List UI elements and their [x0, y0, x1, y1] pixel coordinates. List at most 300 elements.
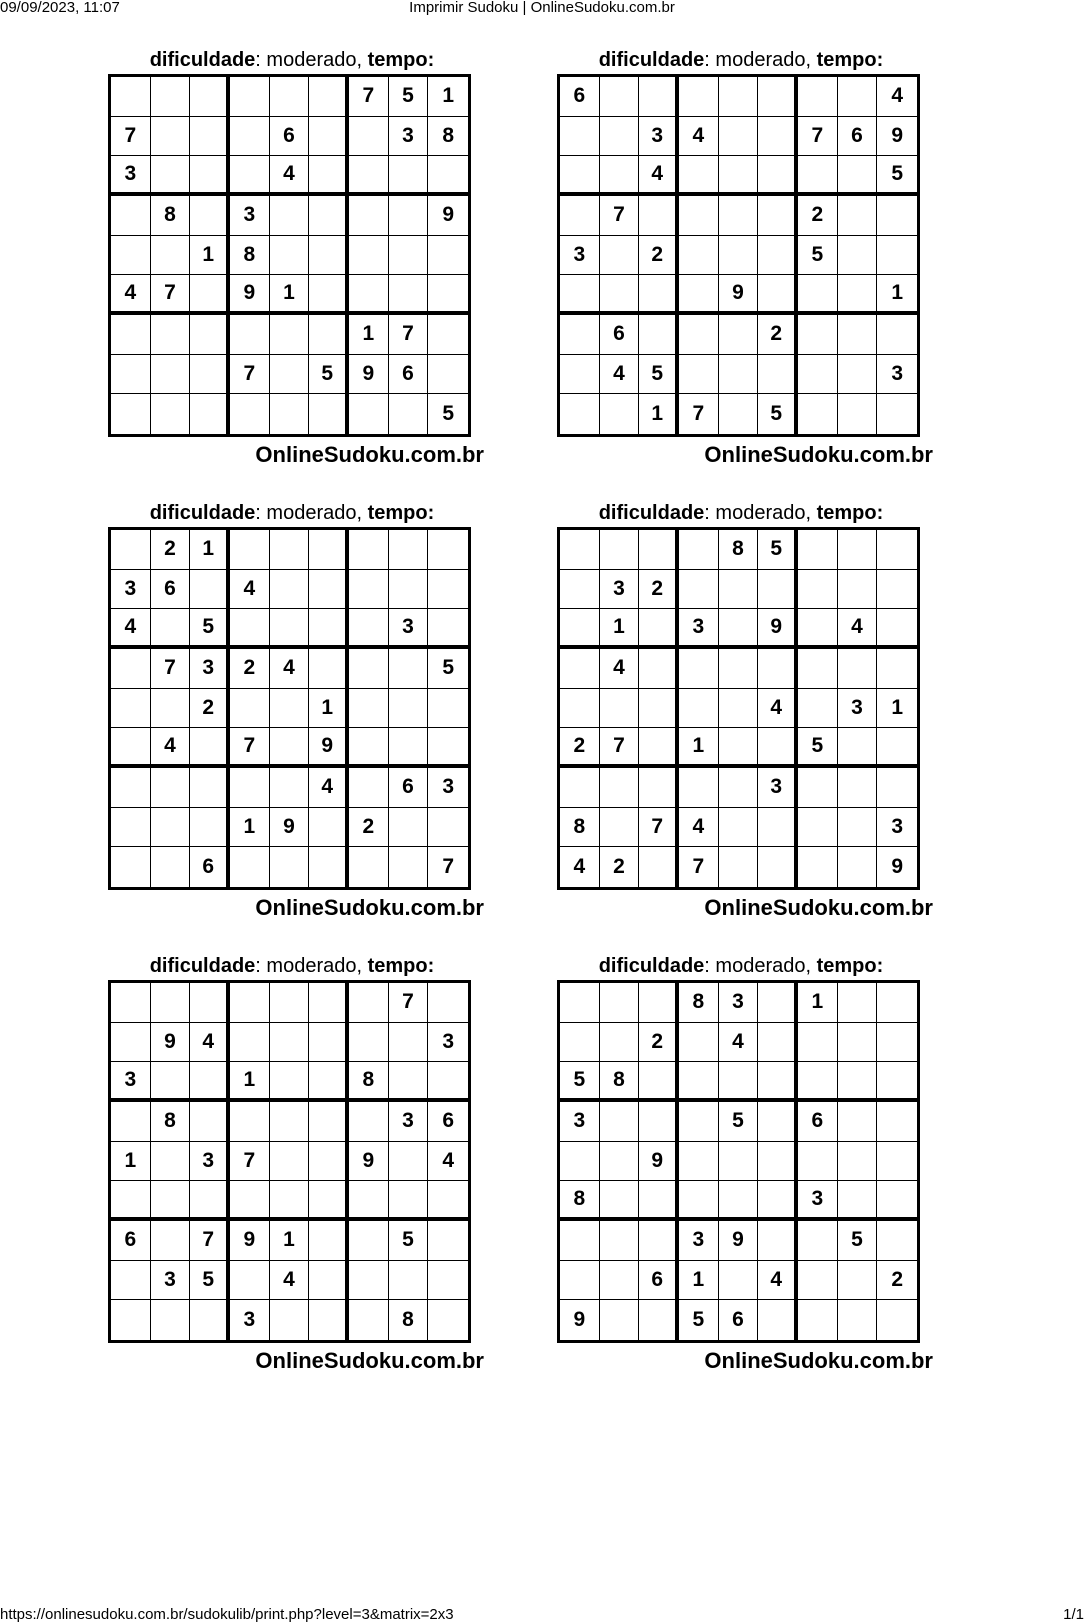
- sudoku-cell[interactable]: 3: [560, 236, 600, 276]
- sudoku-cell[interactable]: [798, 1142, 838, 1182]
- sudoku-cell[interactable]: 9: [230, 1221, 270, 1261]
- sudoku-cell[interactable]: [679, 355, 719, 395]
- sudoku-cell[interactable]: [389, 570, 429, 610]
- sudoku-cell[interactable]: [798, 570, 838, 610]
- sudoku-cell[interactable]: [230, 530, 270, 570]
- sudoku-cell[interactable]: [309, 530, 349, 570]
- sudoku-cell[interactable]: 4: [111, 275, 151, 315]
- sudoku-cell[interactable]: 5: [798, 236, 838, 276]
- sudoku-cell[interactable]: [838, 1181, 878, 1221]
- sudoku-cell[interactable]: [270, 196, 310, 236]
- sudoku-cell[interactable]: [151, 768, 191, 808]
- sudoku-cell[interactable]: [758, 117, 798, 157]
- sudoku-cell[interactable]: [838, 808, 878, 848]
- sudoku-cell[interactable]: [679, 275, 719, 315]
- sudoku-cell[interactable]: [639, 847, 679, 887]
- sudoku-cell[interactable]: 1: [600, 609, 640, 649]
- sudoku-cell[interactable]: [309, 1102, 349, 1142]
- sudoku-cell[interactable]: [719, 1062, 759, 1102]
- sudoku-cell[interactable]: [639, 983, 679, 1023]
- sudoku-cell[interactable]: [151, 117, 191, 157]
- sudoku-cell[interactable]: [111, 847, 151, 887]
- sudoku-cell[interactable]: 2: [349, 808, 389, 848]
- sudoku-cell[interactable]: [349, 1102, 389, 1142]
- sudoku-cell[interactable]: 5: [428, 649, 468, 689]
- sudoku-cell[interactable]: [309, 315, 349, 355]
- sudoku-cell[interactable]: [798, 1023, 838, 1063]
- sudoku-cell[interactable]: [389, 1142, 429, 1182]
- sudoku-cell[interactable]: [190, 196, 230, 236]
- sudoku-cell[interactable]: [428, 355, 468, 395]
- sudoku-cell[interactable]: [111, 236, 151, 276]
- sudoku-cell[interactable]: [877, 1300, 917, 1340]
- sudoku-cell[interactable]: [838, 1102, 878, 1142]
- sudoku-cell[interactable]: [600, 275, 640, 315]
- sudoku-cell[interactable]: [838, 1261, 878, 1301]
- sudoku-cell[interactable]: [151, 77, 191, 117]
- sudoku-cell[interactable]: [838, 315, 878, 355]
- sudoku-cell[interactable]: 6: [560, 77, 600, 117]
- sudoku-cell[interactable]: 3: [230, 1300, 270, 1340]
- sudoku-cell[interactable]: [270, 394, 310, 434]
- sudoku-cell[interactable]: 5: [679, 1300, 719, 1340]
- sudoku-cell[interactable]: [600, 1300, 640, 1340]
- sudoku-cell[interactable]: 7: [230, 728, 270, 768]
- sudoku-cell[interactable]: [389, 1181, 429, 1221]
- sudoku-cell[interactable]: 1: [877, 275, 917, 315]
- sudoku-cell[interactable]: [428, 156, 468, 196]
- sudoku-cell[interactable]: [349, 609, 389, 649]
- sudoku-cell[interactable]: [389, 689, 429, 729]
- sudoku-cell[interactable]: [758, 1221, 798, 1261]
- sudoku-cell[interactable]: 7: [679, 847, 719, 887]
- sudoku-cell[interactable]: 1: [190, 236, 230, 276]
- sudoku-cell[interactable]: [719, 689, 759, 729]
- sudoku-cell[interactable]: 3: [719, 983, 759, 1023]
- sudoku-cell[interactable]: [758, 77, 798, 117]
- sudoku-cell[interactable]: [270, 1023, 310, 1063]
- sudoku-cell[interactable]: [877, 570, 917, 610]
- sudoku-cell[interactable]: [349, 1221, 389, 1261]
- sudoku-cell[interactable]: [389, 847, 429, 887]
- sudoku-cell[interactable]: 4: [270, 1261, 310, 1301]
- sudoku-cell[interactable]: [600, 394, 640, 434]
- sudoku-cell[interactable]: [719, 808, 759, 848]
- sudoku-cell[interactable]: 5: [190, 609, 230, 649]
- sudoku-cell[interactable]: 7: [230, 1142, 270, 1182]
- sudoku-cell[interactable]: [349, 1261, 389, 1301]
- sudoku-cell[interactable]: [230, 689, 270, 729]
- sudoku-cell[interactable]: [428, 570, 468, 610]
- sudoku-cell[interactable]: [877, 236, 917, 276]
- sudoku-cell[interactable]: [349, 983, 389, 1023]
- sudoku-cell[interactable]: 5: [838, 1221, 878, 1261]
- sudoku-cell[interactable]: 3: [230, 196, 270, 236]
- sudoku-cell[interactable]: [428, 728, 468, 768]
- sudoku-cell[interactable]: [389, 1062, 429, 1102]
- sudoku-cell[interactable]: [600, 236, 640, 276]
- sudoku-cell[interactable]: [309, 1142, 349, 1182]
- sudoku-cell[interactable]: [798, 768, 838, 808]
- sudoku-cell[interactable]: [190, 1181, 230, 1221]
- sudoku-cell[interactable]: [798, 1300, 838, 1340]
- sudoku-cell[interactable]: [309, 1221, 349, 1261]
- sudoku-cell[interactable]: 4: [877, 77, 917, 117]
- sudoku-cell[interactable]: [151, 609, 191, 649]
- sudoku-cell[interactable]: 7: [151, 649, 191, 689]
- sudoku-cell[interactable]: [111, 315, 151, 355]
- sudoku-cell[interactable]: [719, 236, 759, 276]
- sudoku-cell[interactable]: 9: [349, 355, 389, 395]
- sudoku-cell[interactable]: 9: [349, 1142, 389, 1182]
- sudoku-cell[interactable]: 8: [719, 530, 759, 570]
- sudoku-cell[interactable]: [679, 236, 719, 276]
- sudoku-cell[interactable]: 9: [428, 196, 468, 236]
- sudoku-cell[interactable]: [877, 315, 917, 355]
- sudoku-cell[interactable]: [719, 649, 759, 689]
- sudoku-cell[interactable]: 4: [190, 1023, 230, 1063]
- sudoku-cell[interactable]: [151, 983, 191, 1023]
- sudoku-cell[interactable]: 3: [758, 768, 798, 808]
- sudoku-cell[interactable]: 1: [309, 689, 349, 729]
- sudoku-cell[interactable]: 5: [719, 1102, 759, 1142]
- sudoku-cell[interactable]: 9: [309, 728, 349, 768]
- sudoku-cell[interactable]: [600, 983, 640, 1023]
- sudoku-cell[interactable]: 6: [838, 117, 878, 157]
- sudoku-cell[interactable]: [560, 196, 600, 236]
- sudoku-cell[interactable]: [270, 847, 310, 887]
- sudoku-cell[interactable]: 6: [389, 355, 429, 395]
- sudoku-cell[interactable]: 8: [151, 1102, 191, 1142]
- sudoku-cell[interactable]: [270, 570, 310, 610]
- sudoku-cell[interactable]: 2: [190, 689, 230, 729]
- sudoku-cell[interactable]: [600, 689, 640, 729]
- sudoku-cell[interactable]: [877, 649, 917, 689]
- sudoku-cell[interactable]: [560, 1142, 600, 1182]
- sudoku-cell[interactable]: 5: [877, 156, 917, 196]
- sudoku-cell[interactable]: 5: [442, 402, 454, 426]
- sudoku-cell[interactable]: 7: [389, 983, 429, 1023]
- sudoku-cell[interactable]: 7: [679, 394, 719, 434]
- sudoku-cell[interactable]: 5: [389, 77, 429, 117]
- sudoku-cell[interactable]: [838, 394, 878, 434]
- sudoku-cell[interactable]: 6: [151, 570, 191, 610]
- sudoku-cell[interactable]: 6: [428, 1102, 468, 1142]
- sudoku-cell[interactable]: [679, 689, 719, 729]
- sudoku-cell[interactable]: [349, 394, 389, 434]
- sudoku-cell[interactable]: [309, 275, 349, 315]
- sudoku-cell[interactable]: 3: [111, 1062, 151, 1102]
- sudoku-cell[interactable]: [758, 983, 798, 1023]
- sudoku-cell[interactable]: [230, 983, 270, 1023]
- sudoku-cell[interactable]: 5: [758, 530, 798, 570]
- sudoku-cell[interactable]: [151, 315, 191, 355]
- sudoku-cell[interactable]: [111, 355, 151, 395]
- sudoku-cell[interactable]: 3: [111, 570, 151, 610]
- sudoku-cell[interactable]: [270, 315, 310, 355]
- sudoku-cell[interactable]: [679, 570, 719, 610]
- sudoku-cell[interactable]: [111, 983, 151, 1023]
- sudoku-cell[interactable]: [309, 196, 349, 236]
- sudoku-cell[interactable]: 2: [798, 196, 838, 236]
- sudoku-cell[interactable]: [758, 1102, 798, 1142]
- sudoku-cell[interactable]: [190, 275, 230, 315]
- sudoku-cell[interactable]: 8: [560, 1181, 600, 1221]
- sudoku-cell[interactable]: [838, 275, 878, 315]
- sudoku-cell[interactable]: [758, 728, 798, 768]
- sudoku-cell[interactable]: [798, 808, 838, 848]
- sudoku-cell[interactable]: [560, 156, 600, 196]
- sudoku-cell[interactable]: [679, 649, 719, 689]
- sudoku-cell[interactable]: [560, 983, 600, 1023]
- sudoku-cell[interactable]: [679, 77, 719, 117]
- sudoku-cell[interactable]: [639, 1221, 679, 1261]
- sudoku-cell[interactable]: 5: [309, 355, 349, 395]
- sudoku-cell[interactable]: 4: [428, 1142, 468, 1182]
- sudoku-cell[interactable]: [349, 1300, 389, 1340]
- sudoku-cell[interactable]: [719, 394, 759, 434]
- sudoku-cell[interactable]: 4: [679, 117, 719, 157]
- sudoku-cell[interactable]: 7: [349, 77, 389, 117]
- sudoku-cell[interactable]: [560, 117, 600, 157]
- sudoku-cell[interactable]: [560, 355, 600, 395]
- sudoku-cell[interactable]: [151, 689, 191, 729]
- sudoku-cell[interactable]: 8: [349, 1062, 389, 1102]
- sudoku-cell[interactable]: [798, 1261, 838, 1301]
- sudoku-cell[interactable]: [230, 1181, 270, 1221]
- sudoku-cell[interactable]: 3: [428, 1023, 468, 1063]
- sudoku-cell[interactable]: [679, 768, 719, 808]
- sudoku-cell[interactable]: [309, 609, 349, 649]
- sudoku-cell[interactable]: [798, 355, 838, 395]
- sudoku-cell[interactable]: 8: [428, 117, 468, 157]
- sudoku-cell[interactable]: [679, 1062, 719, 1102]
- sudoku-cell[interactable]: 7: [639, 808, 679, 848]
- sudoku-cell[interactable]: [349, 649, 389, 689]
- sudoku-cell[interactable]: [151, 1181, 191, 1221]
- sudoku-cell[interactable]: [270, 1062, 310, 1102]
- sudoku-cell[interactable]: [309, 570, 349, 610]
- sudoku-cell[interactable]: 1: [639, 394, 679, 434]
- sudoku-cell[interactable]: [349, 117, 389, 157]
- sudoku-cell[interactable]: 5: [389, 1221, 429, 1261]
- sudoku-cell[interactable]: 7: [600, 196, 640, 236]
- sudoku-cell[interactable]: [838, 983, 878, 1023]
- sudoku-cell[interactable]: [349, 847, 389, 887]
- sudoku-cell[interactable]: [877, 983, 917, 1023]
- sudoku-cell[interactable]: [758, 156, 798, 196]
- sudoku-cell[interactable]: [349, 196, 389, 236]
- sudoku-cell[interactable]: 6: [111, 1221, 151, 1261]
- sudoku-cell[interactable]: 3: [389, 1102, 429, 1142]
- sudoku-cell[interactable]: [600, 530, 640, 570]
- sudoku-cell[interactable]: 3: [838, 689, 878, 729]
- sudoku-cell[interactable]: [151, 394, 191, 434]
- sudoku-cell[interactable]: [798, 315, 838, 355]
- sudoku-cell[interactable]: [151, 1062, 191, 1102]
- sudoku-cell[interactable]: [838, 649, 878, 689]
- sudoku-cell[interactable]: [600, 1181, 640, 1221]
- sudoku-cell[interactable]: [151, 156, 191, 196]
- sudoku-cell[interactable]: [111, 1261, 151, 1301]
- sudoku-cell[interactable]: [270, 1142, 310, 1182]
- sudoku-cell[interactable]: [679, 1023, 719, 1063]
- sudoku-cell[interactable]: [838, 236, 878, 276]
- sudoku-cell[interactable]: [639, 1300, 679, 1340]
- sudoku-cell[interactable]: [560, 570, 600, 610]
- sudoku-cell[interactable]: [758, 1062, 798, 1102]
- sudoku-cell[interactable]: 2: [639, 1023, 679, 1063]
- sudoku-cell[interactable]: [719, 156, 759, 196]
- sudoku-cell[interactable]: [877, 196, 917, 236]
- sudoku-cell[interactable]: [230, 315, 270, 355]
- sudoku-cell[interactable]: [389, 649, 429, 689]
- sudoku-cell[interactable]: 7: [111, 117, 151, 157]
- sudoku-cell[interactable]: [190, 728, 230, 768]
- sudoku-cell[interactable]: [639, 768, 679, 808]
- sudoku-cell[interactable]: [719, 315, 759, 355]
- sudoku-cell[interactable]: [309, 808, 349, 848]
- sudoku-cell[interactable]: 3: [389, 117, 429, 157]
- sudoku-cell[interactable]: [877, 1142, 917, 1182]
- sudoku-cell[interactable]: [877, 1181, 917, 1221]
- sudoku-cell[interactable]: [719, 1261, 759, 1301]
- sudoku-cell[interactable]: [560, 1261, 600, 1301]
- sudoku-cell[interactable]: [389, 1023, 429, 1063]
- sudoku-cell[interactable]: [151, 1142, 191, 1182]
- sudoku-cell[interactable]: [190, 394, 230, 434]
- sudoku-cell[interactable]: [428, 1181, 468, 1221]
- sudoku-cell[interactable]: 5: [190, 1261, 230, 1301]
- sudoku-cell[interactable]: 9: [877, 117, 917, 157]
- sudoku-cell[interactable]: [230, 768, 270, 808]
- sudoku-cell[interactable]: 4: [111, 609, 151, 649]
- sudoku-cell[interactable]: [679, 1181, 719, 1221]
- sudoku-cell[interactable]: [798, 394, 838, 434]
- sudoku-cell[interactable]: [798, 649, 838, 689]
- sudoku-cell[interactable]: 6: [389, 768, 429, 808]
- sudoku-cell[interactable]: [758, 649, 798, 689]
- sudoku-cell[interactable]: 1: [270, 1221, 310, 1261]
- sudoku-cell[interactable]: [838, 156, 878, 196]
- sudoku-cell[interactable]: [111, 1023, 151, 1063]
- sudoku-cell[interactable]: [600, 117, 640, 157]
- sudoku-cell[interactable]: [111, 77, 151, 117]
- sudoku-cell[interactable]: 1: [111, 1142, 151, 1182]
- sudoku-cell[interactable]: [877, 1023, 917, 1063]
- sudoku-cell[interactable]: 9: [758, 609, 798, 649]
- sudoku-cell[interactable]: [190, 983, 230, 1023]
- sudoku-cell[interactable]: [560, 609, 600, 649]
- sudoku-cell[interactable]: 7: [190, 1221, 230, 1261]
- sudoku-cell[interactable]: [798, 77, 838, 117]
- sudoku-cell[interactable]: [798, 847, 838, 887]
- sudoku-cell[interactable]: [600, 808, 640, 848]
- sudoku-cell[interactable]: [230, 847, 270, 887]
- sudoku-cell[interactable]: 2: [151, 530, 191, 570]
- sudoku-cell[interactable]: 7: [389, 315, 429, 355]
- sudoku-cell[interactable]: [719, 847, 759, 887]
- sudoku-cell[interactable]: [230, 1023, 270, 1063]
- sudoku-cell[interactable]: 9: [230, 275, 270, 315]
- sudoku-cell[interactable]: [428, 808, 468, 848]
- sudoku-cell[interactable]: 3: [111, 156, 151, 196]
- sudoku-cell[interactable]: [798, 275, 838, 315]
- sudoku-cell[interactable]: 4: [719, 1023, 759, 1063]
- sudoku-cell[interactable]: [270, 1181, 310, 1221]
- sudoku-cell[interactable]: [838, 355, 878, 395]
- sudoku-cell[interactable]: [270, 1300, 310, 1340]
- sudoku-cell[interactable]: [111, 808, 151, 848]
- sudoku-cell[interactable]: 1: [230, 808, 270, 848]
- sudoku-cell[interactable]: [349, 156, 389, 196]
- sudoku-cell[interactable]: [719, 117, 759, 157]
- sudoku-cell[interactable]: [560, 1023, 600, 1063]
- sudoku-cell[interactable]: [877, 1221, 917, 1261]
- sudoku-cell[interactable]: [151, 1300, 191, 1340]
- sudoku-cell[interactable]: 1: [679, 1261, 719, 1301]
- sudoku-cell[interactable]: [719, 570, 759, 610]
- sudoku-cell[interactable]: [190, 1102, 230, 1142]
- sudoku-cell[interactable]: [270, 609, 310, 649]
- sudoku-cell[interactable]: [639, 609, 679, 649]
- sudoku-cell[interactable]: 9: [719, 275, 759, 315]
- sudoku-cell[interactable]: [270, 236, 310, 276]
- sudoku-cell[interactable]: 4: [679, 808, 719, 848]
- sudoku-cell[interactable]: [639, 530, 679, 570]
- sudoku-cell[interactable]: [389, 156, 429, 196]
- sudoku-cell[interactable]: [389, 196, 429, 236]
- sudoku-cell[interactable]: [838, 1062, 878, 1102]
- sudoku-cell[interactable]: [309, 117, 349, 157]
- sudoku-cell[interactable]: [230, 609, 270, 649]
- sudoku-cell[interactable]: [230, 1261, 270, 1301]
- sudoku-cell[interactable]: 8: [560, 808, 600, 848]
- sudoku-cell[interactable]: 3: [877, 808, 917, 848]
- sudoku-cell[interactable]: 9: [891, 855, 903, 879]
- sudoku-cell[interactable]: 9: [151, 1023, 191, 1063]
- sudoku-cell[interactable]: 4: [560, 847, 600, 887]
- sudoku-cell[interactable]: [600, 1102, 640, 1142]
- sudoku-cell[interactable]: [309, 1181, 349, 1221]
- sudoku-cell[interactable]: [428, 689, 468, 729]
- sudoku-cell[interactable]: 9: [560, 1300, 600, 1340]
- sudoku-cell[interactable]: 2: [560, 728, 600, 768]
- sudoku-cell[interactable]: [349, 570, 389, 610]
- sudoku-cell[interactable]: [270, 530, 310, 570]
- sudoku-cell[interactable]: [230, 1102, 270, 1142]
- sudoku-cell[interactable]: [428, 1062, 468, 1102]
- sudoku-cell[interactable]: 3: [190, 1142, 230, 1182]
- sudoku-cell[interactable]: [389, 1261, 429, 1301]
- sudoku-cell[interactable]: [877, 768, 917, 808]
- sudoku-cell[interactable]: [190, 315, 230, 355]
- sudoku-cell[interactable]: [270, 689, 310, 729]
- sudoku-cell[interactable]: 7: [442, 855, 454, 879]
- sudoku-cell[interactable]: [270, 728, 310, 768]
- sudoku-cell[interactable]: [639, 649, 679, 689]
- sudoku-cell[interactable]: [639, 689, 679, 729]
- sudoku-cell[interactable]: [719, 609, 759, 649]
- sudoku-cell[interactable]: [798, 156, 838, 196]
- sudoku-cell[interactable]: 6: [639, 1261, 679, 1301]
- sudoku-cell[interactable]: [270, 983, 310, 1023]
- sudoku-cell[interactable]: [758, 1023, 798, 1063]
- sudoku-cell[interactable]: [151, 847, 191, 887]
- sudoku-cell[interactable]: [758, 570, 798, 610]
- sudoku-cell[interactable]: [639, 77, 679, 117]
- sudoku-cell[interactable]: [560, 530, 600, 570]
